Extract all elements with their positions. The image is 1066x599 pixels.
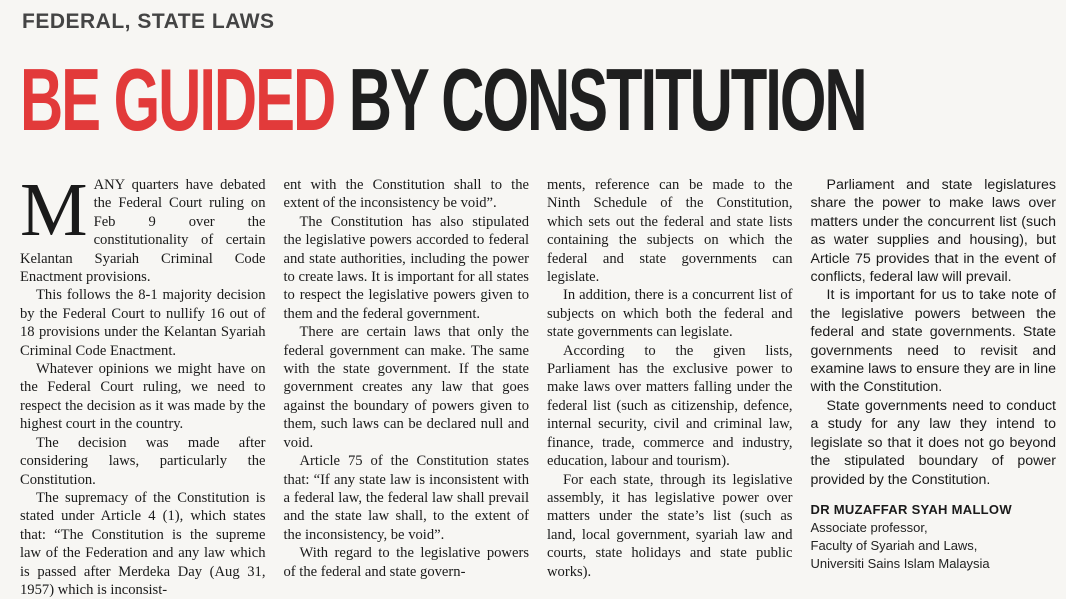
drop-cap: M [20, 168, 88, 252]
paragraph: The decision was made after considering laws, particularly the Constitution. [20, 434, 266, 488]
paragraph: Article 75 of the Constitution states that: “If any state law is inconsistent with a federal law, the federal law shall prevail and the state law shall, to the extent of the inconsistency, be void”. [283, 453, 529, 543]
author-faculty: Faculty of Syariah and Laws, [810, 538, 978, 554]
paragraph: According to the given lists, Parliament has the exclusive power to make laws over matters falling under the federal list (such as citizenship, defence, internal security, civil and criminal law, finance, trade, commerce and industry, education, labour and tourism). [547, 342, 793, 470]
column-4-body [811, 176, 1057, 489]
headline [20, 50, 866, 150]
article-column-1 [20, 168, 266, 599]
article-body [20, 168, 1056, 599]
headline-red-part: BE GUIDED [20, 50, 335, 149]
paragraph: ments, reference can be made to the Ninth Schedule of the Constitution, which sets out the federal and state lists containing the subjects on which the federal and state governments can legislate. [547, 177, 793, 286]
paragraph: With regard to the legislative powers of the federal and state govern- [283, 545, 529, 580]
author-university: Universiti Sains Islam Malaysia [810, 556, 990, 572]
paragraph-text: ANY quarters have debated the Federal Court ruling on Feb 9 over the constitutionality of certain Kelantan Syariah Criminal Code Enactment provisions. [20, 177, 266, 286]
paragraph: This follows the 8-1 majority decision by the Federal Court to nullify 16 out of 18 provisions under the Kelantan Syariah Criminal Code Enactment. [20, 287, 266, 359]
author-name: DR MUZAFFAR SYAH MALLOW [810, 501, 1012, 517]
paragraph: The supremacy of the Constitution is stated under Article 4 (1), which states that: “The Constitution is the supreme law of the Federation and any law which is passed after Merdeka Day (Aug 31, 1957) which is inconsist- [20, 489, 266, 598]
paragraph: The Constitution has also stipulated the legislative powers accorded to federal and state authorities, including the power to create laws. It is important for all states to respect the legislative powers given to them and the federal government. [283, 213, 529, 322]
paragraph: Parliament and state legislatures share the power to make laws over matters under the concurrent list (such as water supplies and housing), but Article 75 provides that in the event of conflicts, federal law will prevail. [810, 177, 1056, 286]
paragraph: It is important for us to take note of the legislative powers between the federal and state governments. State governments need to revisit and examine laws to ensure they are in line with the Constitution. [810, 287, 1056, 396]
paragraph: In addition, there is a concurrent list of subjects on which both the federal and state governments can legislate. [547, 287, 793, 341]
paragraph: For each state, through its legislative assembly, it has legislative power over matters under the state’s list (such as land, local government, syariah law and courts, state holidays and state public works). [547, 471, 793, 580]
paragraph: Whatever opinions we might have on the Federal Court ruling, we need to respect the decision as it was made by the highest court in the country. [20, 361, 266, 433]
article-column-4 [811, 176, 1057, 599]
article-column-2 [284, 176, 530, 599]
author-title: Associate professor, [810, 520, 928, 536]
paragraph [20, 168, 266, 286]
article-column-3 [547, 176, 793, 599]
paragraph: There are certain laws that only the federal government can make. The same with the state government. If the state government creates any law that goes against the boundary of powers given to them, such laws can be declared null and void. [283, 324, 529, 451]
paragraph: ent with the Constitution shall to the extent of the inconsistency be void”. [283, 177, 529, 212]
section-kicker: FEDERAL, STATE LAWS [22, 10, 275, 33]
paragraph: State governments need to conduct a study for any law they intend to legislate so that it does not go beyond the stipulated boundary of power provided by the Constitution. [810, 397, 1056, 488]
headline-dark-part: BY CONSTITUTION [334, 50, 866, 149]
